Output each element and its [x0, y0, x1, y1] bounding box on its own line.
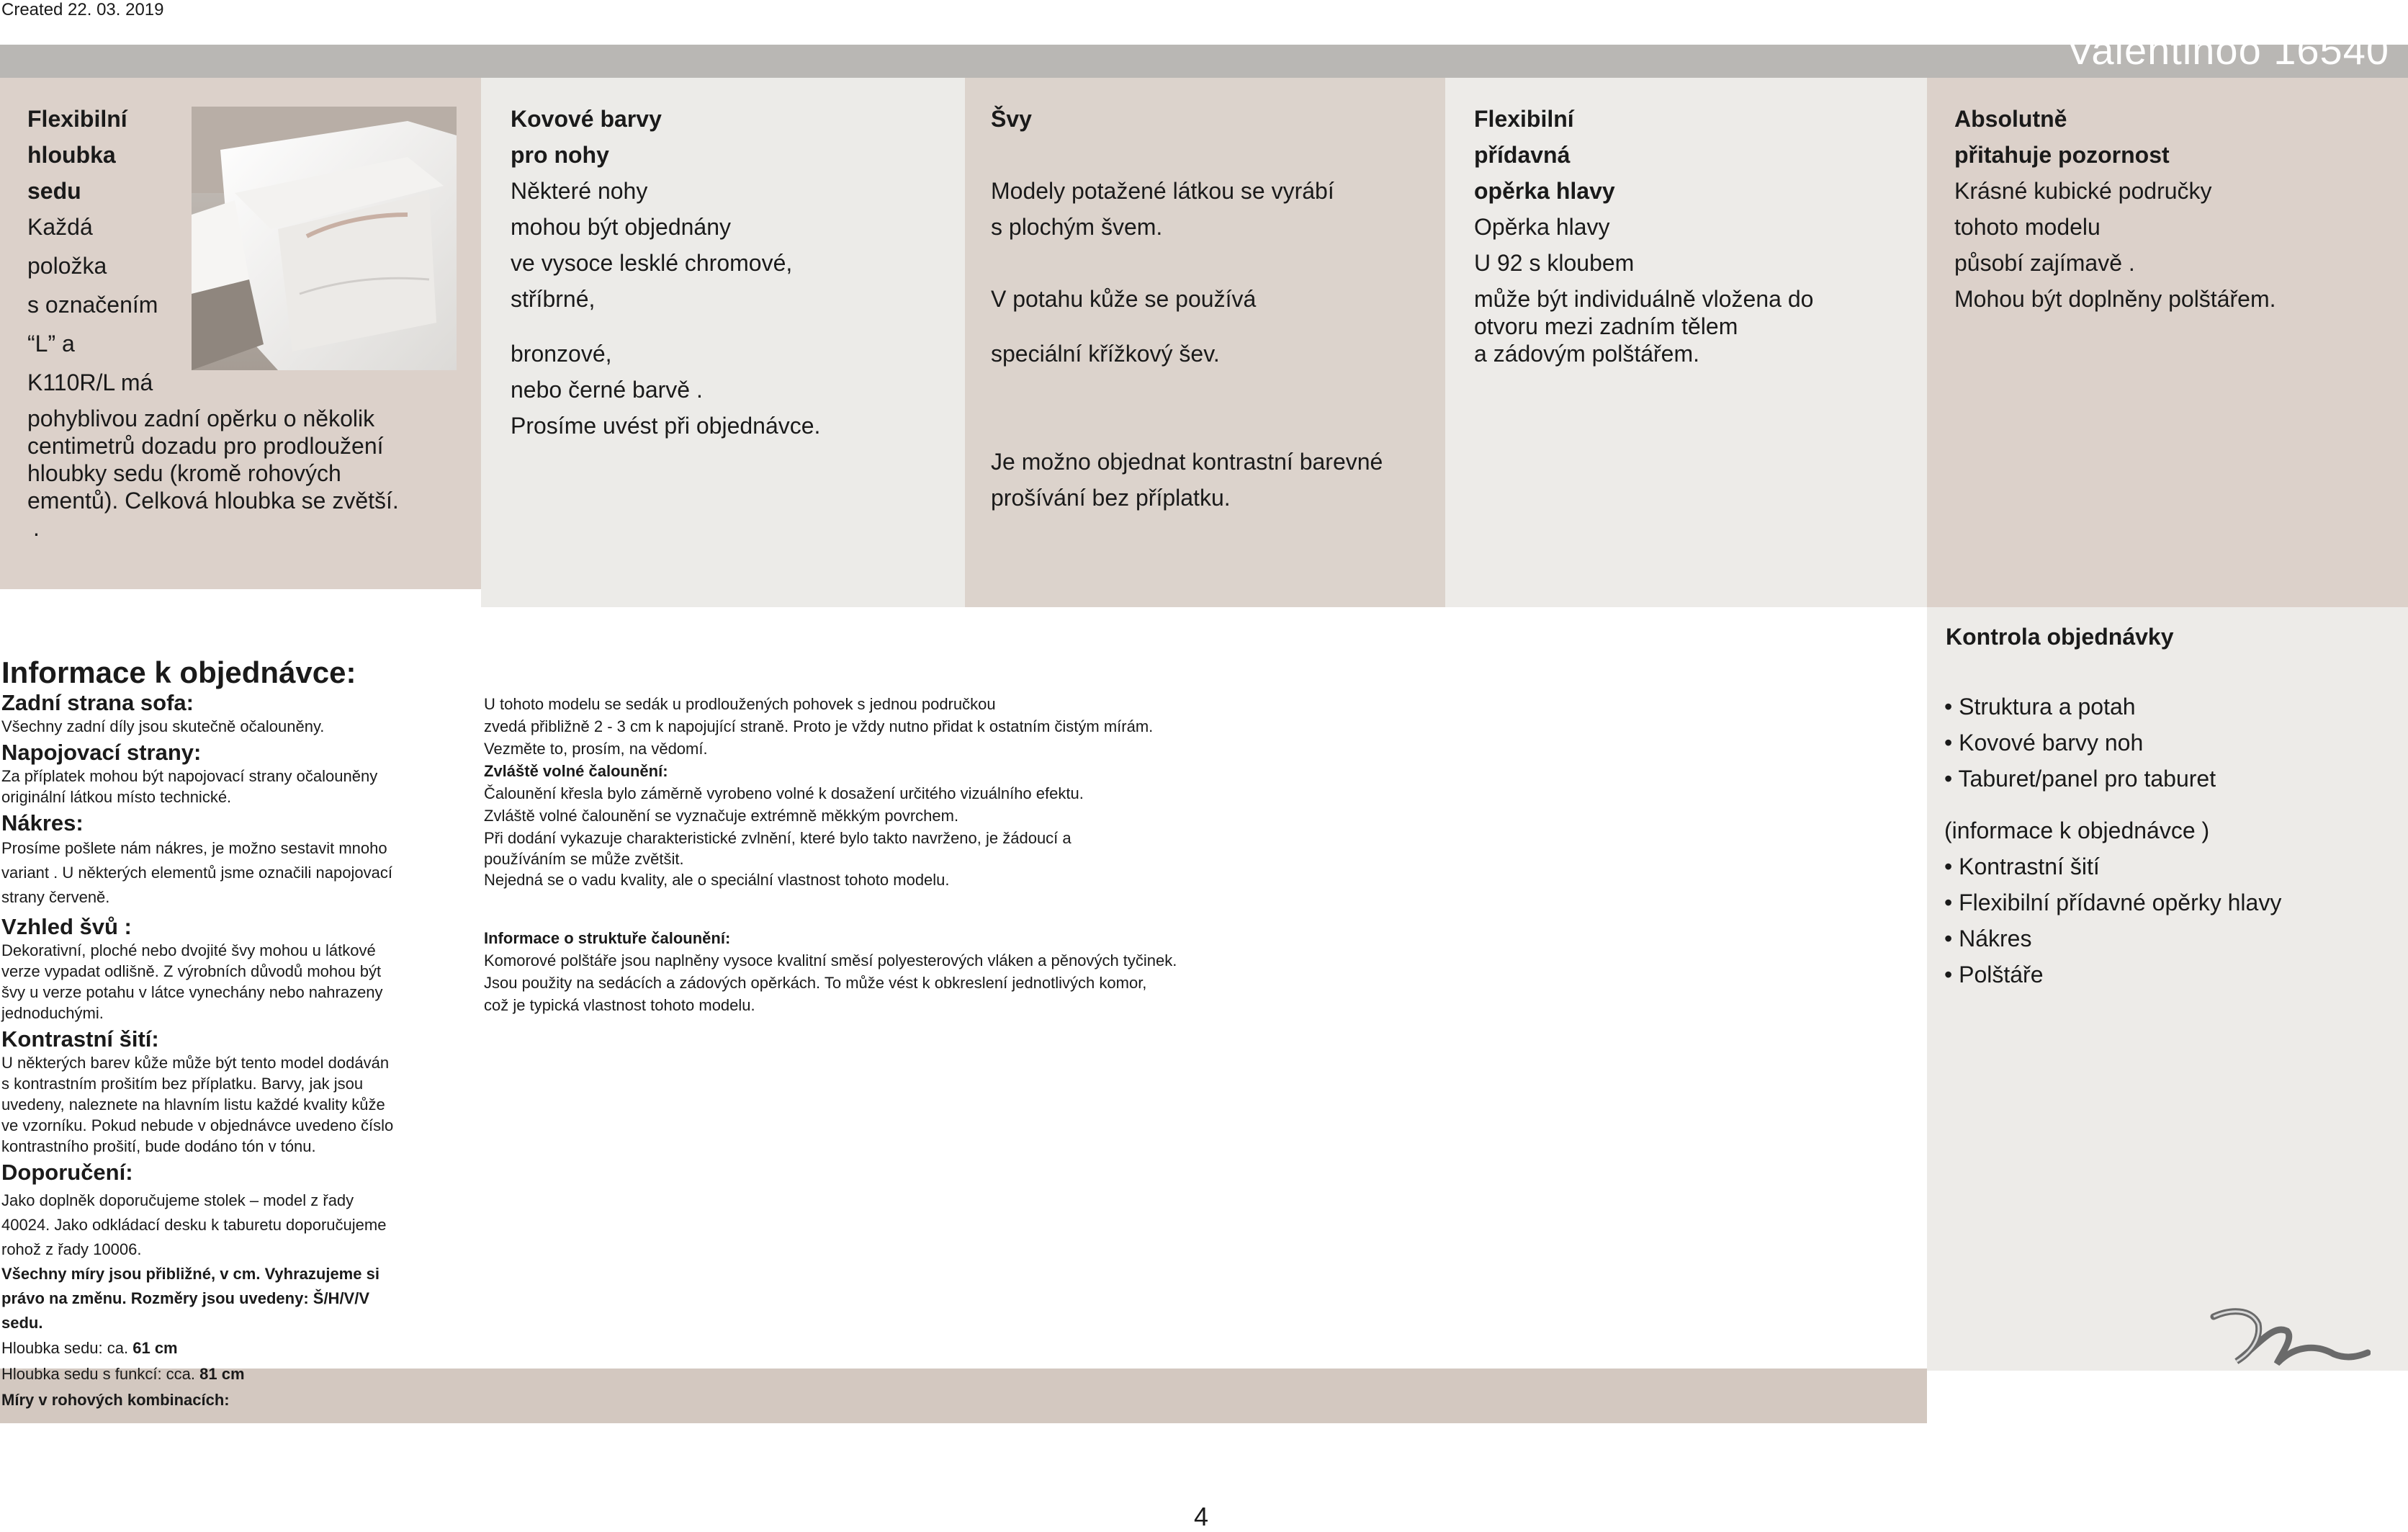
info-subheading: Vzhled švů :: [1, 914, 132, 939]
flex-depth-text: “L” a: [27, 331, 75, 357]
info-text: Jako doplněk doporučujeme stolek – model z řady: [1, 1191, 354, 1209]
middle-text: Při dodání vykazuje charakteristické zvlnění, které bylo takto navrženo, je žádoucí a: [484, 829, 1072, 847]
info-text: švy u verze potahu v látce vynechány nebo nahrazeny: [1, 983, 383, 1001]
headrest-text: a zádovým polštářem.: [1474, 341, 1700, 367]
middle-text: Nejedná se o vadu kvality, ale o speciální vlastnost tohoto modelu.: [484, 871, 950, 889]
kontrola-item: • Kontrastní šití: [1944, 854, 2100, 879]
armrests-text: Krásné kubické područky: [1954, 178, 2212, 204]
info-text: s kontrastním prošitím bez příplatku. Barvy, jak jsou: [1, 1075, 364, 1093]
middle-text: Zvláště volné čalounění se vyznačuje extrémně měkkým povrchem.: [484, 807, 959, 825]
metal-legs-text: Některé nohy: [511, 178, 648, 204]
metal-legs-text: nebo černé barvě .: [511, 377, 703, 403]
info-subheading: Nákres:: [1, 810, 84, 836]
seams-text: Je možno objednat kontrastní barevné: [991, 449, 1383, 475]
middle-notes: [484, 693, 1420, 1016]
headrest-title-2: přídavná: [1474, 142, 1571, 168]
metal-legs-text: stříbrné,: [511, 286, 596, 312]
headrest-text: může být individuálně vložena do: [1474, 286, 1814, 312]
info-text: kontrastního prošití, bude dodáno tón v tónu.: [1, 1137, 316, 1155]
seams-text: speciální křížkový šev.: [991, 341, 1220, 367]
info-text: rohož z řady 10006.: [1, 1240, 142, 1258]
middle-subheading: Informace o struktuře čalounění:: [484, 929, 731, 947]
signature-logo: [2208, 1302, 2371, 1369]
middle-text: Čalounění křesla bylo záměrně vyrobeno volné k dosažení určitého vizuálního efektu.: [484, 784, 1084, 802]
info-heading: Informace k objednávce:: [1, 655, 356, 689]
flex-depth-title-1: Flexibilní: [27, 106, 127, 132]
kontrola-item: (informace k objednávce ): [1944, 817, 2210, 843]
armrests-title-2: přitahuje pozornost: [1954, 142, 2170, 168]
kontrola-item: • Kovové barvy noh: [1944, 730, 2144, 756]
armrests-title-1: Absolutně: [1954, 106, 2067, 132]
flex-depth-paragraph: [27, 405, 399, 542]
kontrola-item: • Taburet/panel pro taburet: [1944, 766, 2216, 792]
metal-legs-title-1: Kovové barvy: [511, 106, 662, 132]
paragraph-line: .: [33, 515, 40, 541]
metal-legs-title-2: pro nohy: [511, 142, 609, 168]
info-text: Prosíme pošlete nám nákres, je možno sestavit mnoho: [1, 839, 387, 857]
info-text: jednoduchými.: [1, 1004, 104, 1022]
info-text: U některých barev kůže může být tento model dodáván: [1, 1054, 390, 1072]
seams-block: [991, 101, 1383, 516]
info-subheading: Napojovací strany:: [1, 740, 202, 765]
armrests-text: Mohou být doplněny polštářem.: [1954, 286, 2276, 312]
paragraph-line: centimetrů dozadu pro prodloužení: [27, 433, 384, 459]
model-title: Valentinoo 16540: [2067, 27, 2389, 73]
middle-text: Vezměte to, prosím, na vědomí.: [484, 740, 708, 758]
metal-legs-text: bronzové,: [511, 341, 612, 367]
corner-dimensions-label: Míry v rohových kombinacích:: [1, 1391, 230, 1409]
seams-text: prošívání bez příplatku.: [991, 485, 1231, 511]
paragraph-line: ementů). Celková hloubka se zvětší.: [27, 488, 399, 514]
info-text: verze vypadat odlišně. Z výrobních důvodů mohou být: [1, 962, 382, 980]
flex-depth-text: Každá: [27, 214, 93, 240]
info-text: 40024. Jako odkládací desku k taburetu doporučujeme: [1, 1216, 387, 1234]
kontrola-list: [1944, 689, 2281, 993]
info-note: sedu.: [1, 1314, 43, 1332]
flex-depth-title-2: hloubka: [27, 142, 116, 168]
created-date: Created 22. 03. 2019: [1, 0, 164, 19]
info-text: Za příplatek mohou být napojovací strany očalouněny: [1, 767, 378, 785]
info-text: ve vzorníku. Pokud nebude v objednávce uvedeno číslo: [1, 1116, 394, 1134]
middle-text: Komorové polštáře jsou naplněny vysoce kvalitní směsí polyesterových vláken a pěnových tyčinek.: [484, 951, 1177, 969]
flex-depth-block: [27, 101, 158, 400]
flex-depth-text: položka: [27, 253, 107, 279]
paragraph-line: pohyblivou zadní opěrku o několik: [27, 406, 375, 431]
middle-text: Jsou použity na sedácích a zádových opěrkách. To může vést k obkreslení jednotlivých komor,: [484, 974, 1147, 992]
paragraph-line: hloubky sedu (kromě rohových: [27, 460, 341, 486]
armrests-text: tohoto modelu: [1954, 214, 2101, 240]
info-section: [1, 690, 462, 1413]
middle-subheading: Zvláště volné čalounění:: [484, 762, 668, 780]
info-note: Všechny míry jsou přibližné, v cm. Vyhrazujeme si: [1, 1265, 379, 1283]
seat-depth: [1, 1335, 462, 1361]
middle-text: což je typická vlastnost tohoto modelu.: [484, 996, 755, 1014]
flex-depth-text: K110R/L má: [27, 369, 153, 395]
kontrola-item: • Nákres: [1944, 926, 2032, 951]
metal-legs-block: [511, 101, 820, 444]
seat-depth-function-value: 81 cm: [199, 1365, 245, 1383]
headrest-text: Opěrka hlavy: [1474, 214, 1610, 240]
flex-depth-title-3: sedu: [27, 178, 81, 204]
sofa-headrest-photo: [192, 107, 457, 370]
headrest-title-3: opěrka hlavy: [1474, 178, 1615, 204]
middle-text: používáním se může zvětšit.: [484, 850, 684, 868]
kontrola-item: • Polštáře: [1944, 962, 2044, 987]
headrest-text: U 92 s kloubem: [1474, 250, 1635, 276]
info-subheading: Doporučení:: [1, 1160, 133, 1185]
kontrola-heading: Kontrola objednávky: [1946, 624, 2174, 650]
headrest-title-1: Flexibilní: [1474, 106, 1574, 132]
info-text: variant . U některých elementů jsme označili napojovací: [1, 864, 392, 882]
info-subheading: Zadní strana sofa:: [1, 690, 194, 715]
seat-depth-value: 61 cm: [132, 1339, 178, 1357]
headrest-text: otvoru mezi zadním tělem: [1474, 313, 1738, 339]
metal-legs-text: ve vysoce lesklé chromové,: [511, 250, 793, 276]
info-text: originální látkou místo technické.: [1, 788, 232, 806]
armrests-block: [1954, 101, 2276, 317]
info-text: Dekorativní, ploché nebo dvojité švy mohou u látkové: [1, 941, 376, 959]
kontrola-item: • Struktura a potah: [1944, 694, 2136, 720]
info-note: právo na změnu. Rozměry jsou uvedeny: Š/H/V/V: [1, 1289, 370, 1307]
flex-depth-text: s označením: [27, 292, 158, 318]
headrest-block: [1474, 101, 1813, 367]
metal-legs-text: mohou být objednány: [511, 214, 731, 240]
info-text: strany červeně.: [1, 888, 110, 906]
seat-depth-label: Hloubka sedu: ca.: [1, 1339, 129, 1357]
seams-text: Modely potažené látkou se vyrábí: [991, 178, 1334, 204]
metal-legs-text: Prosíme uvést při objednávce.: [511, 413, 821, 439]
info-subheading: Kontrastní šití:: [1, 1026, 159, 1052]
seat-depth-function: [1, 1361, 462, 1387]
middle-text: U tohoto modelu se sedák u prodloužených pohovek s jednou područkou: [484, 695, 996, 713]
armrests-text: působí zajímavě .: [1954, 250, 2135, 276]
kontrola-item: • Flexibilní přídavné opěrky hlavy: [1944, 890, 2282, 915]
seams-text: V potahu kůže se používá: [991, 286, 1257, 312]
seams-title: Švy: [991, 106, 1032, 132]
seat-depth-function-label: Hloubka sedu s funkcí: cca.: [1, 1365, 196, 1383]
middle-text: zvedá přibližně 2 - 3 cm k napojující straně. Proto je vždy nutno přidat k ostatním čistým mírám.: [484, 717, 1154, 735]
seams-text: s plochým švem.: [991, 214, 1163, 240]
page-number: 4: [1194, 1502, 1209, 1531]
info-text: uvedeny, naleznete na hlavním listu každé kvality kůže: [1, 1096, 385, 1114]
top-bar: [0, 45, 2408, 78]
info-text: Všechny zadní díly jsou skutečně očalouněny.: [1, 717, 325, 735]
